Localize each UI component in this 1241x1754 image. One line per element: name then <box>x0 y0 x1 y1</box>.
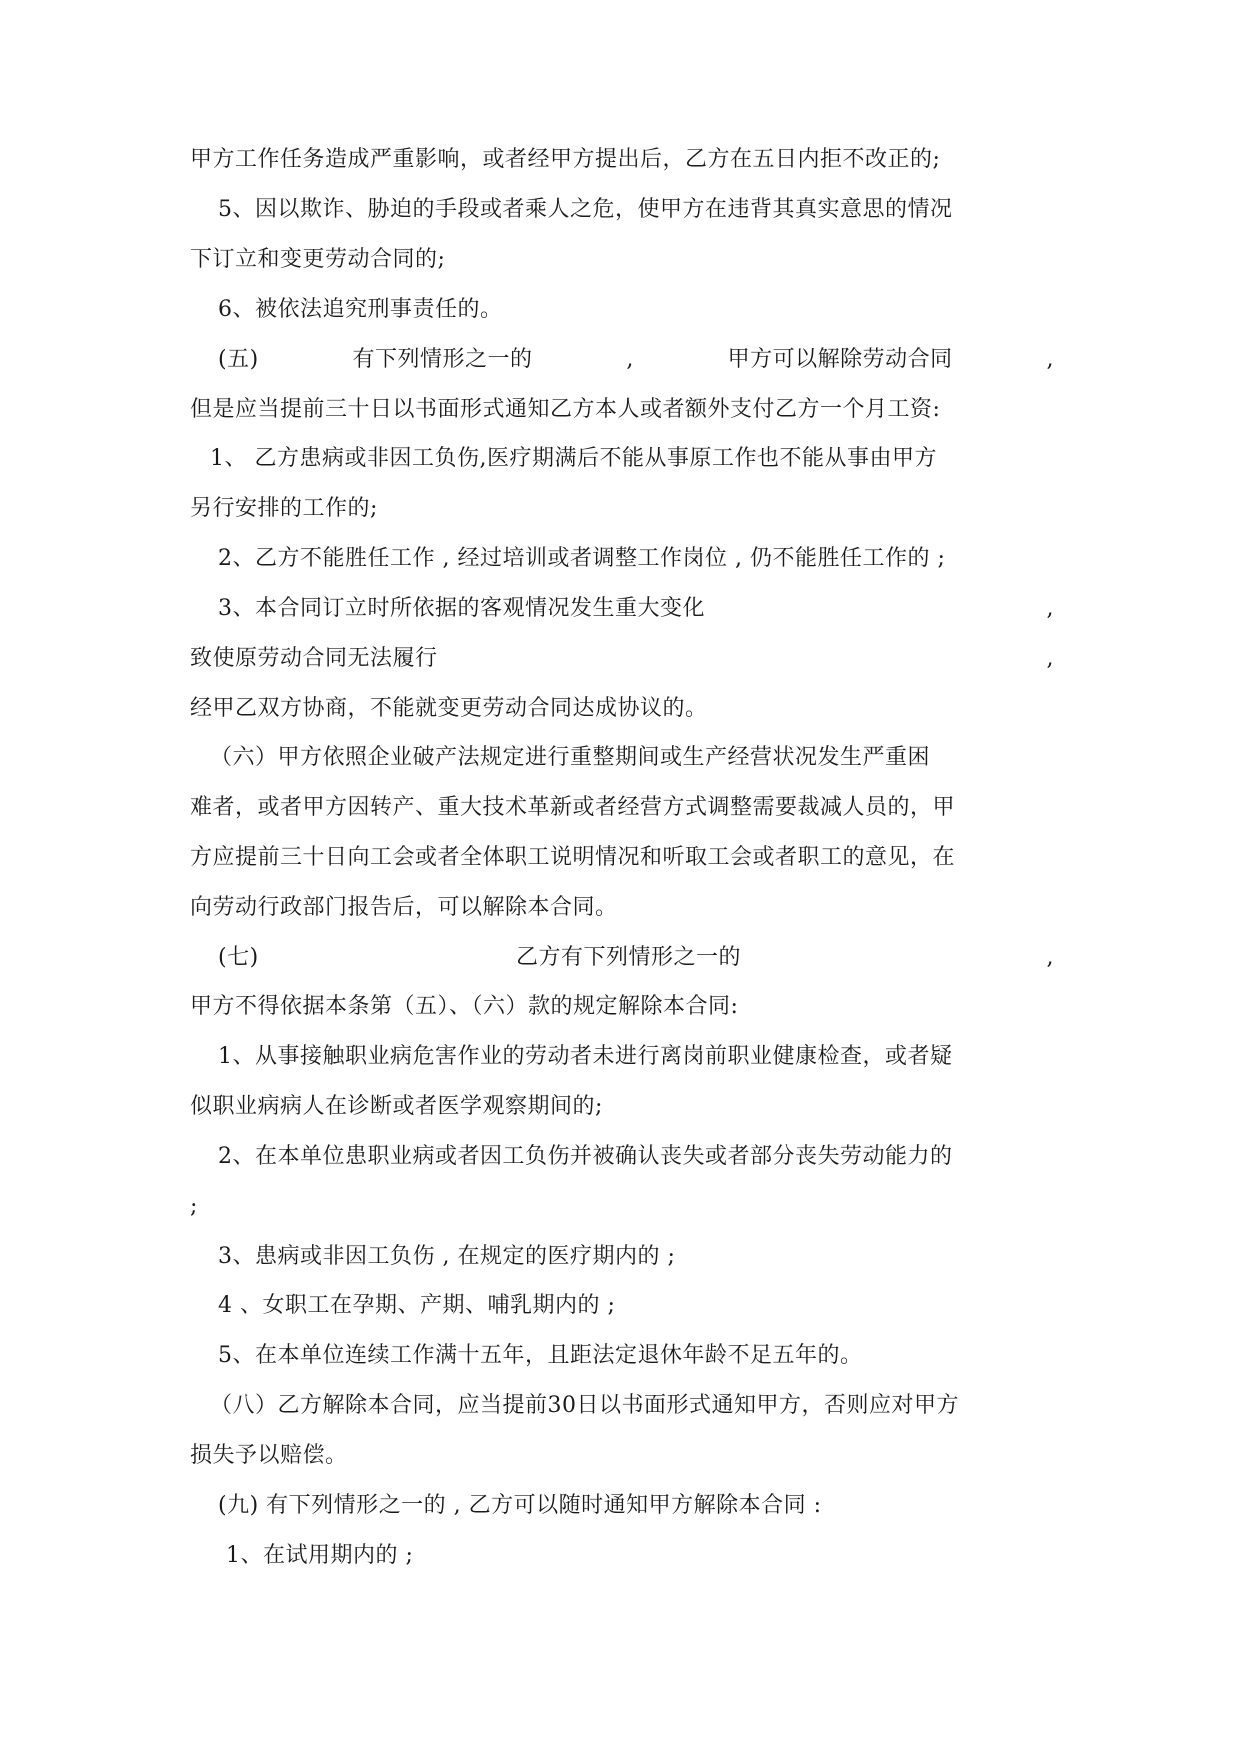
text-line: 3、患病或非因工负伤 , 在规定的医疗期内的 ; <box>218 1244 676 1269</box>
text-line: 5、在本单位连续工作满十五年，且距法定退休年龄不足五年的。 <box>218 1343 863 1368</box>
text-line: 1、在试用期内的 ; <box>226 1543 414 1568</box>
comma: , <box>1046 646 1054 671</box>
clause-5-heading <box>218 345 1054 375</box>
text-line: 5、因以欺诈、胁迫的手段或者乘人之危，使甲方在违背其真实意思的情况 <box>218 197 953 222</box>
text-line: 甲方工作任务造成严重影响，或者经甲方提出后，乙方在五日内拒不改正的; <box>190 147 941 172</box>
text-line: 向劳动行政部门报告后，可以解除本合同。 <box>190 895 618 920</box>
text-line: 1、从事接触职业病危害作业的劳动者未进行离岗前职业健康检查，或者疑 <box>218 1044 953 1069</box>
text-line: （八）乙方解除本合同，应当提前30日以书面形式通知甲方，否则应对甲方 <box>210 1393 959 1418</box>
text-line: 1、 乙方患病或非因工负伤,医疗期满后不能从事原工作也不能从事由甲方 <box>210 446 937 471</box>
clause-number: (七) <box>218 945 259 970</box>
text-line: 2、在本单位患职业病或者因工负伤并被确认丧失或者部分丧失劳动能力的 <box>218 1144 953 1169</box>
clause-text: 乙方有下列情形之一的 <box>516 945 742 970</box>
item-text: 3、本合同订立时所依据的客观情况发生重大变化 <box>218 596 705 621</box>
item-3-line <box>218 594 1054 624</box>
clause-text: 甲方可以解除劳动合同 <box>727 347 953 372</box>
text-line: 但是应当提前三十日以书面形式通知乙方本人或者额外支付乙方一个月工资: <box>190 397 941 422</box>
text-line: 6、被依法追究刑事责任的。 <box>218 297 503 322</box>
clause-number: (五) <box>218 347 259 372</box>
text-line: 甲方不得依据本条第（五）、（六）款的规定解除本合同: <box>190 994 739 1019</box>
comma: , <box>1046 945 1054 970</box>
text-line: (九) 有下列情形之一的 , 乙方可以随时通知甲方解除本合同 : <box>218 1493 822 1518</box>
text-line: 似职业病病人在诊断或者医学观察期间的; <box>190 1094 603 1119</box>
text-line: 4 、女职工在孕期、产期、哺乳期内的 ; <box>218 1293 616 1318</box>
text-line: ; <box>190 1194 198 1219</box>
text-line: 损失予以赔偿。 <box>190 1443 348 1468</box>
clause-text: 有下列情形之一的 <box>352 347 533 372</box>
text-line: 难者，或者甲方因转产、重大技术革新或者经营方式调整需要裁减人员的，甲 <box>190 795 956 820</box>
text-line: （六）甲方依照企业破产法规定进行重整期间或生产经营状况发生严重困 <box>210 745 931 770</box>
text-line: 方应提前三十日向工会或者全体职工说明情况和听取工会或者职工的意见，在 <box>190 845 956 870</box>
comma: , <box>1046 596 1054 621</box>
comma: , <box>626 347 634 372</box>
item-text: 致使原劳动合同无法履行 <box>190 646 438 671</box>
text-line: 2、乙方不能胜任工作 , 经过培训或者调整工作岗位 , 仍不能胜任工作的 ; <box>218 546 946 571</box>
text-line: 下订立和变更劳动合同的; <box>190 247 446 272</box>
text-line: 经甲乙双方协商，不能就变更劳动合同达成协议的。 <box>190 696 708 721</box>
comma: , <box>1046 347 1054 372</box>
item-3-line <box>190 644 1054 674</box>
text-line: 另行安排的工作的; <box>190 496 378 521</box>
